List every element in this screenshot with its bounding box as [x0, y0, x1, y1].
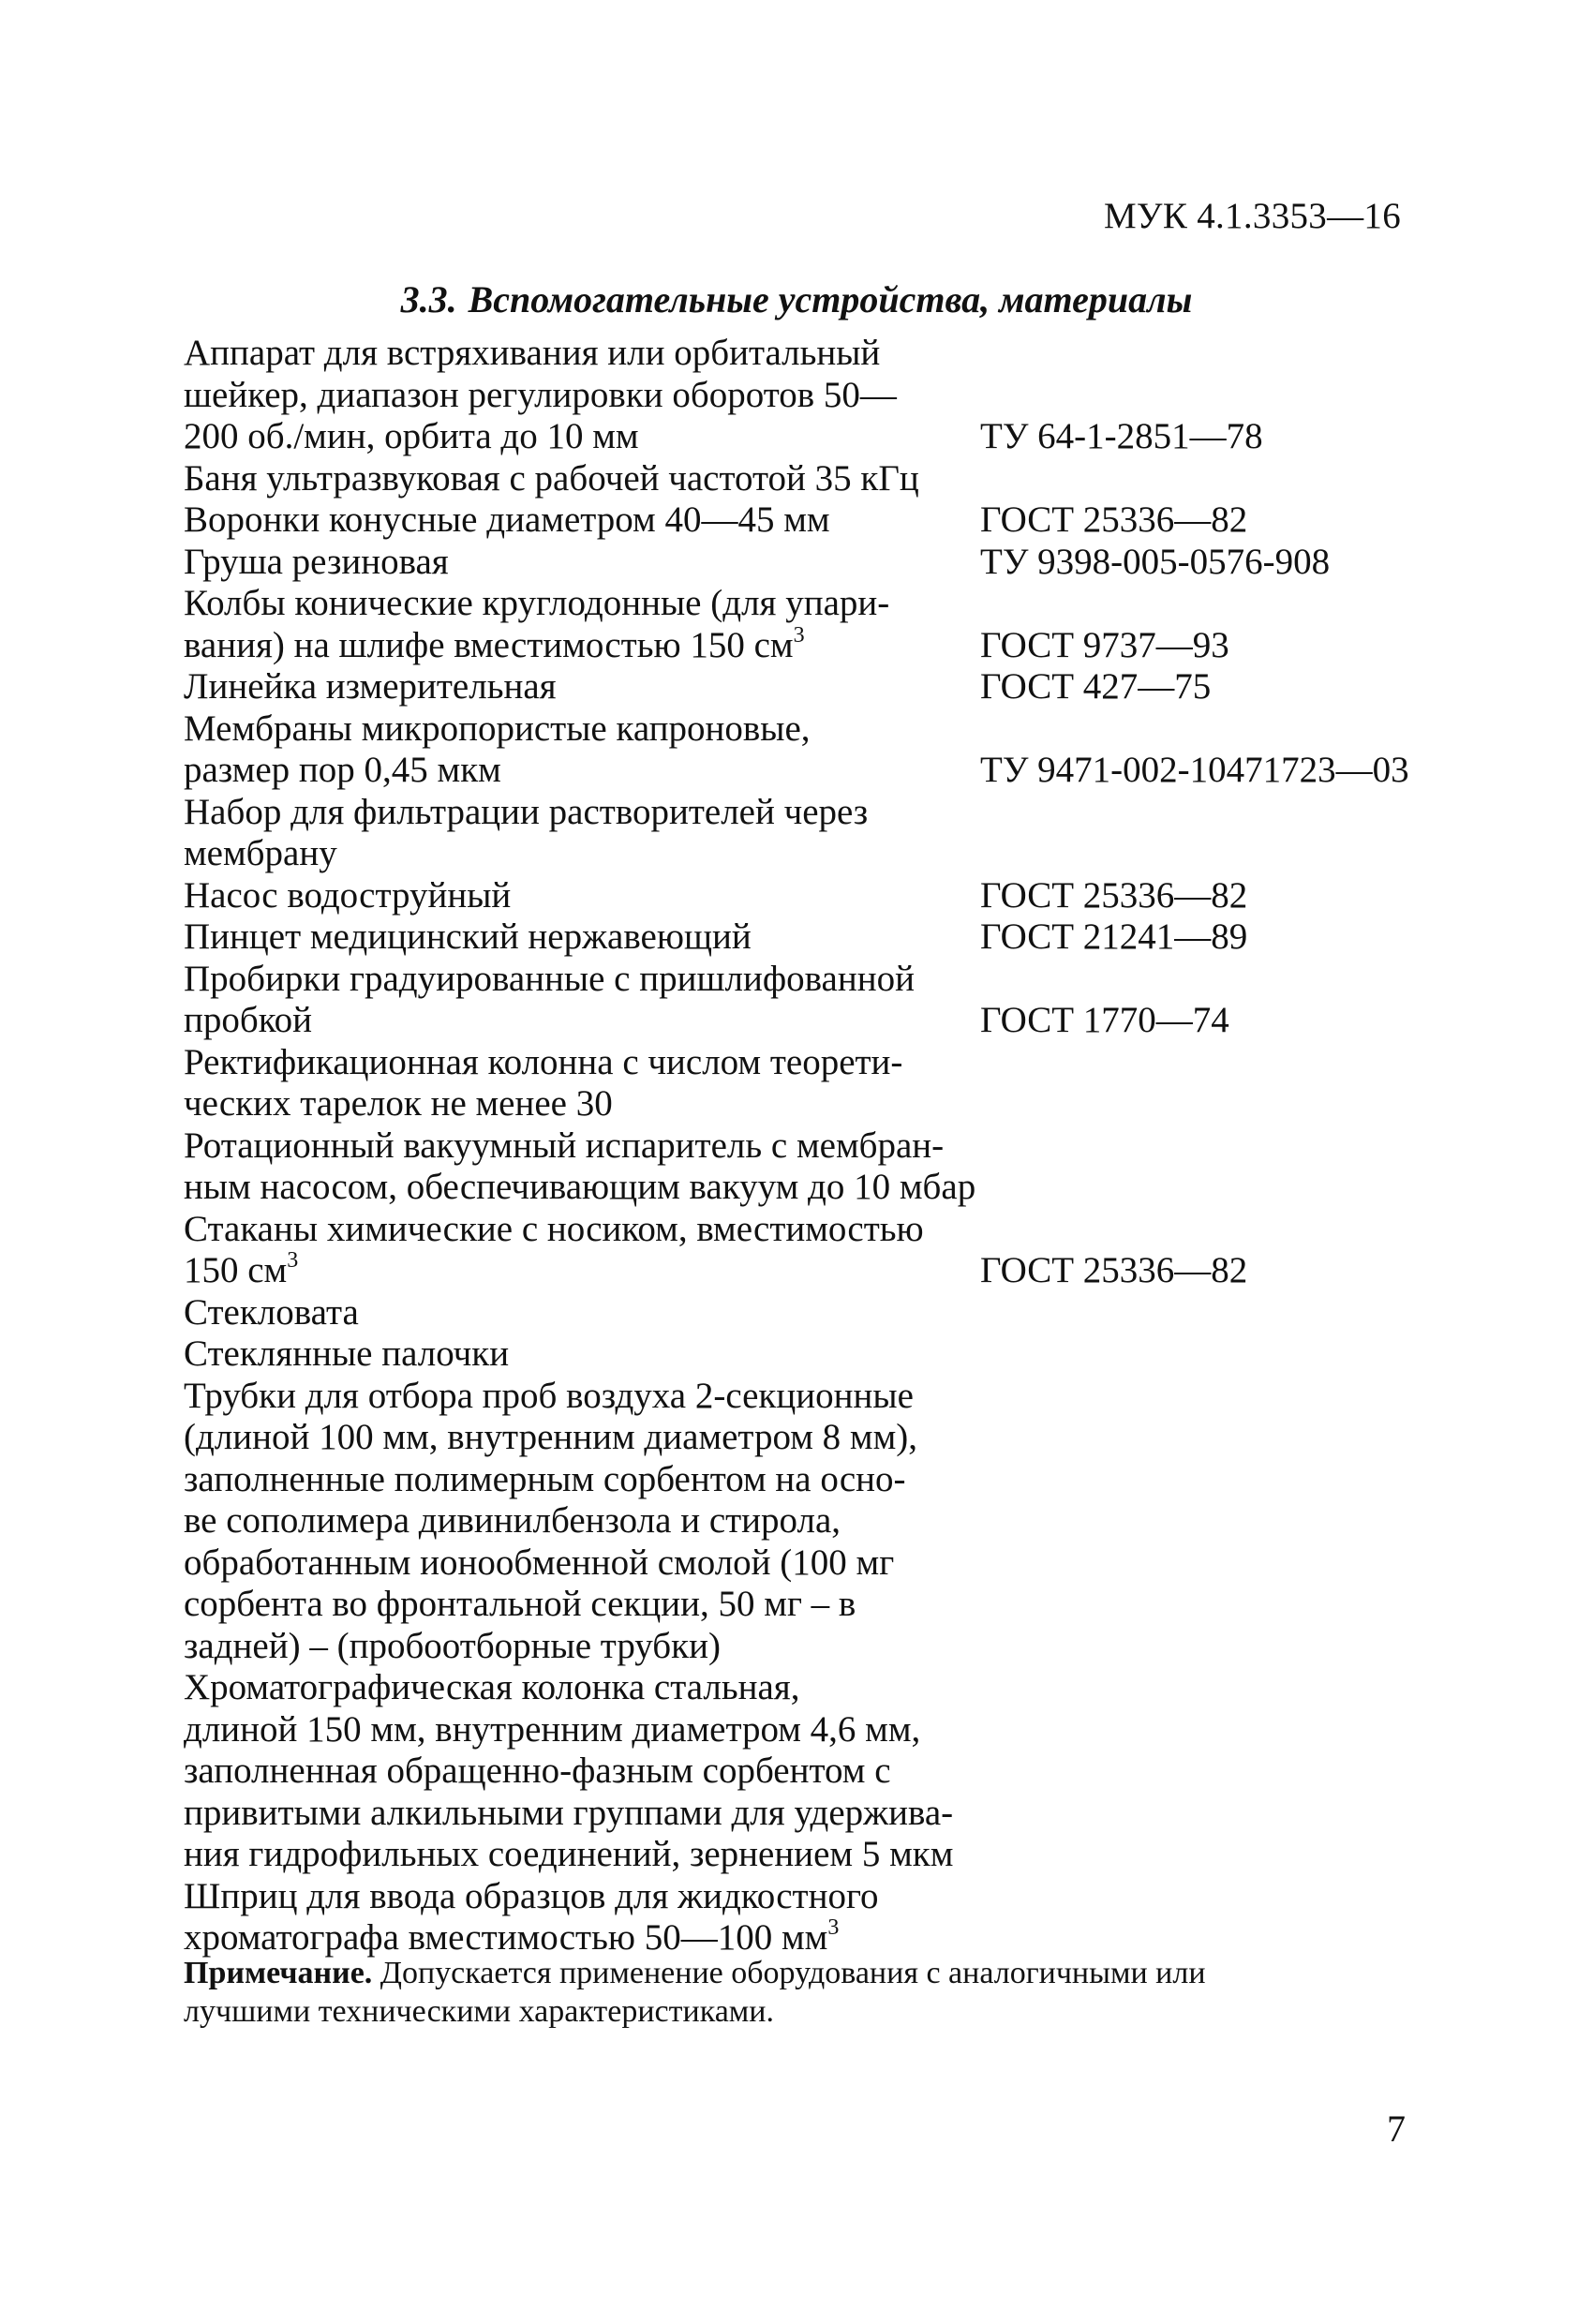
item-description [184, 458, 990, 500]
item-description-line: Ротационный вакуумный испаритель с мембран- [184, 1125, 945, 1166]
note-text-line2: лучшими техническими характеристиками. [184, 1994, 774, 2029]
item-description-line: пробкой [184, 1000, 313, 1040]
item-description-line: Хроматографическая колонка стальная, [184, 1667, 800, 1707]
page-number: 7 [1387, 2108, 1406, 2150]
item-standard: ТУ 64-1-2851—78 [980, 416, 1263, 456]
list-item [184, 333, 1439, 458]
note [184, 1954, 1411, 2031]
list-item [184, 1042, 1439, 1125]
list-item [184, 1292, 1439, 1334]
item-standard: ГОСТ 9737—93 [980, 624, 1229, 665]
equipment-list [184, 333, 1439, 1959]
item-description-line: Шприц для ввода образцов для жидкостного [184, 1875, 879, 1916]
item-description-line: обработанным ионообменной смолой (100 мг [184, 1542, 895, 1583]
unit-superscript: 3 [287, 1248, 299, 1273]
list-item [184, 792, 1439, 875]
item-standard: ТУ 9471-002-10471723—03 [980, 750, 1409, 790]
list-item [184, 1209, 1439, 1292]
item-description [184, 875, 990, 917]
list-item [184, 916, 1439, 959]
item-description [184, 959, 990, 1042]
item-description-line: привитыми алкильными группами для удержива- [184, 1792, 954, 1833]
item-description [184, 1209, 990, 1292]
item-description-line: ния гидрофильных соединений, зернением 5 мкм [184, 1834, 954, 1874]
item-description [184, 499, 990, 542]
document-code: МУК 4.1.3353—16 [1103, 196, 1401, 236]
item-standard: ГОСТ 1770—74 [980, 1000, 1229, 1040]
item-description-line: ным насосом, обеспечивающим вакуум до 10 мбар [184, 1167, 976, 1207]
list-item [184, 1333, 1439, 1376]
item-description [184, 333, 990, 458]
item-description-line: Насос водоструйный [184, 874, 512, 916]
item-description-line: ческих тарелок не менее 30 [184, 1083, 613, 1124]
list-item [184, 458, 1439, 500]
section-number: 3.3. [400, 278, 457, 320]
item-description [184, 583, 990, 666]
item-description [184, 1667, 990, 1876]
item-description-line: (длиной 100 мм, внутренним диаметром 8 мм), [184, 1417, 917, 1457]
item-description-line: заполненная обращенно-фазным сорбентом с [184, 1750, 891, 1791]
item-description-text: 150 см [184, 1250, 288, 1290]
list-item [184, 583, 1439, 666]
list-item [184, 542, 1439, 584]
note-label: Примечание. [184, 1956, 373, 1990]
item-description-line: шейкер, диапазон регулировки оборотов 50— [184, 374, 897, 415]
item-description-line: ве сополимера дивинилбензола и стирола, [184, 1500, 841, 1541]
item-description-line: размер пор 0,45 мкм [184, 750, 501, 790]
item-description-line: Стеклянные палочки [184, 1333, 510, 1374]
item-description-line: Мембраны микропористые капроновые, [184, 708, 811, 749]
list-item [184, 1876, 1439, 1959]
list-item [184, 1667, 1439, 1876]
item-description [184, 1042, 990, 1125]
item-description-line: сорбента во фронтальной секции, 50 мг – в [184, 1584, 856, 1624]
item-description-line: Трубки для отбора проб воздуха 2-секционные [184, 1375, 914, 1416]
item-description-line: Аппарат для встряхивания или орбитальный [184, 333, 881, 373]
note-text-line1: Допускается применение оборудования с аналогичными или [372, 1956, 1206, 1990]
item-description-line: Воронки конусные диаметром 40—45 мм [184, 499, 830, 540]
item-description-line: Колбы конические круглодонные (для упари- [184, 583, 890, 623]
item-description-line: мембрану [184, 833, 337, 873]
item-description-line: Груша резиновая [184, 541, 449, 582]
item-description-line: Набор для фильтрации растворителей через [184, 791, 869, 832]
item-description-line [184, 1250, 990, 1292]
item-description-line: Баня ультразвуковая с рабочей частотой 35 кГц [184, 457, 919, 499]
item-description-line [184, 1917, 990, 1959]
item-description [184, 792, 990, 875]
item-description [184, 1292, 990, 1334]
item-description-text: вания) на шлифе вместимостью 150 см [184, 624, 794, 665]
item-description-line: Стекловата [184, 1291, 359, 1333]
unit-superscript: 3 [793, 622, 805, 648]
item-description-line: Стаканы химические с носиком, вместимостью [184, 1208, 924, 1249]
item-standard: ТУ 9398-005-0576-908 [980, 541, 1331, 582]
item-standard: ГОСТ 25336—82 [980, 1250, 1248, 1290]
list-item [184, 1125, 1439, 1209]
item-description-line: 200 об./мин, орбита до 10 мм [184, 416, 639, 456]
item-standard: ГОСТ 25336—82 [980, 874, 1248, 916]
item-standard: ГОСТ 21241—89 [980, 916, 1248, 957]
list-item [184, 875, 1439, 917]
item-description-line: длиной 150 мм, внутренним диаметром 4,6 мм, [184, 1708, 921, 1750]
item-description-line: заполненные полимерным сорбентом на осно- [184, 1458, 906, 1499]
unit-superscript: 3 [827, 1915, 840, 1940]
list-item [184, 1376, 1439, 1668]
list-item [184, 708, 1439, 792]
list-item [184, 666, 1439, 708]
item-standard: ГОСТ 25336—82 [980, 499, 1248, 540]
item-description-line: Пинцет медицинский нержавеющий [184, 916, 752, 957]
item-description-line: Ректификационная колонна с числом теорети- [184, 1041, 903, 1082]
item-description [184, 1125, 990, 1209]
item-description-line: Линейка измерительная [184, 666, 557, 707]
item-standard: ГОСТ 427—75 [980, 666, 1212, 707]
item-description-line: задней) – (пробоотборные трубки) [184, 1625, 721, 1666]
section-title-text: Вспомогательные устройства, материалы [468, 278, 1193, 320]
item-description-line: Пробирки градуированные с пришлифованной [184, 958, 915, 999]
item-description-line [184, 622, 990, 667]
list-item [184, 959, 1439, 1042]
list-item [184, 499, 1439, 542]
item-description [184, 1876, 990, 1959]
item-description [184, 916, 990, 959]
section-title [0, 277, 1593, 321]
item-description [184, 1376, 990, 1668]
item-description [184, 666, 990, 708]
item-description [184, 542, 990, 584]
item-description [184, 708, 990, 792]
item-description-text: хроматографа вместимостью 50—100 мм [184, 1917, 828, 1958]
item-description [184, 1333, 990, 1376]
